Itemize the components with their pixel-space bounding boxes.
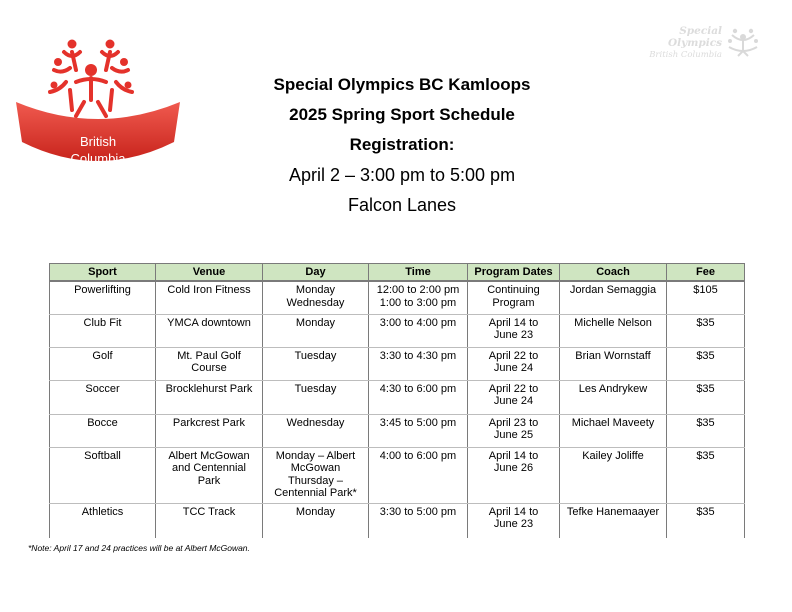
program-dates-cell: April 14 to June 23 [468,314,560,347]
fee-cell: $105 [667,281,745,314]
column-header-coach: Coach [560,264,667,282]
sport-cell: Softball [50,447,156,503]
coach-cell: Michael Maveety [560,414,667,447]
column-header-program-dates: Program Dates [468,264,560,282]
program-dates-cell: April 23 to June 25 [468,414,560,447]
table-row [50,314,745,347]
table-row [50,347,745,380]
fee-cell: $35 [667,347,745,380]
watermark-line-1: Special [679,25,722,37]
fee-cell: $35 [667,503,745,538]
schedule-table [49,263,745,538]
day-cell: Monday Wednesday [263,281,369,314]
venue-cell: Mt. Paul Golf Course [156,347,263,380]
program-dates-cell: April 14 to June 23 [468,503,560,538]
time-cell: 3:45 to 5:00 pm [369,414,468,447]
column-header-fee: Fee [667,264,745,282]
column-header-venue: Venue [156,264,263,282]
sport-cell: Powerlifting [50,281,156,314]
sport-cell: Athletics [50,503,156,538]
venue-cell: Parkcrest Park [156,414,263,447]
time-cell: 4:30 to 6:00 pm [369,380,468,414]
day-cell: Wednesday [263,414,369,447]
special-olympics-watermark [622,25,762,71]
logo-line-1: British [79,134,117,149]
fee-cell: $35 [667,314,745,347]
day-cell: Tuesday [263,347,369,380]
table-row [50,414,745,447]
sport-cell: Golf [50,347,156,380]
column-header-time: Time [369,264,468,282]
coach-cell: Jordan Semaggia [560,281,667,314]
registration-label: Registration: [349,135,455,154]
program-dates-cell: Continuing Program [468,281,560,314]
sport-cell: Bocce [50,414,156,447]
venue-cell: TCC Track [156,503,263,538]
schedule-header [200,70,604,220]
time-cell: 3:30 to 4:30 pm [369,347,468,380]
fee-cell: $35 [667,414,745,447]
day-cell: Monday [263,314,369,347]
coach-cell: Tefke Hanemaayer [560,503,667,538]
program-dates-cell: April 22 to June 24 [468,347,560,380]
fee-cell: $35 [667,380,745,414]
venue-cell: YMCA downtown [156,314,263,347]
watermark-line-3: British Columbia [649,50,722,60]
program-dates-cell: April 14 to June 26 [468,447,560,503]
footnote: *Note: April 17 and 24 practices will be at Albert McGowan. [28,543,250,553]
schedule-title: 2025 Spring Sport Schedule [289,105,515,124]
table-header-row [50,264,745,282]
table-row [50,380,745,414]
venue-cell: Albert McGowan and Centennial Park [156,447,263,503]
table-row [50,503,745,538]
time-cell: 3:30 to 5:00 pm [369,503,468,538]
day-cell: Monday – Albert McGowan Thursday – Centennial Park* [263,447,369,503]
logo-line-2: Columbia [70,151,126,166]
coach-cell: Michelle Nelson [560,314,667,347]
venue-cell: Cold Iron Fitness [156,281,263,314]
column-header-sport: Sport [50,264,156,282]
venue-cell: Brocklehurst Park [156,380,263,414]
special-olympics-bc-logo [14,30,182,180]
time-cell: 3:00 to 4:00 pm [369,314,468,347]
column-header-day: Day [263,264,369,282]
organization-title: Special Olympics BC Kamloops [273,75,531,94]
sport-cell: Soccer [50,380,156,414]
coach-cell: Kailey Joliffe [560,447,667,503]
time-cell: 12:00 to 2:00 pm 1:00 to 3:00 pm [369,281,468,314]
registration-datetime: April 2 – 3:00 pm to 5:00 pm [288,165,516,185]
day-cell: Monday [263,503,369,538]
athletes-emblem-icon [50,40,132,117]
fee-cell: $35 [667,447,745,503]
table-row [50,281,745,314]
day-cell: Tuesday [263,380,369,414]
time-cell: 4:00 to 6:00 pm [369,447,468,503]
watermark-line-2: Olympics [668,37,722,49]
table-row [50,447,745,503]
coach-cell: Les Andrykew [560,380,667,414]
watermark-emblem-icon [726,25,760,65]
coach-cell: Brian Wornstaff [560,347,667,380]
sport-cell: Club Fit [50,314,156,347]
program-dates-cell: April 22 to June 24 [468,380,560,414]
registration-location: Falcon Lanes [347,195,457,215]
